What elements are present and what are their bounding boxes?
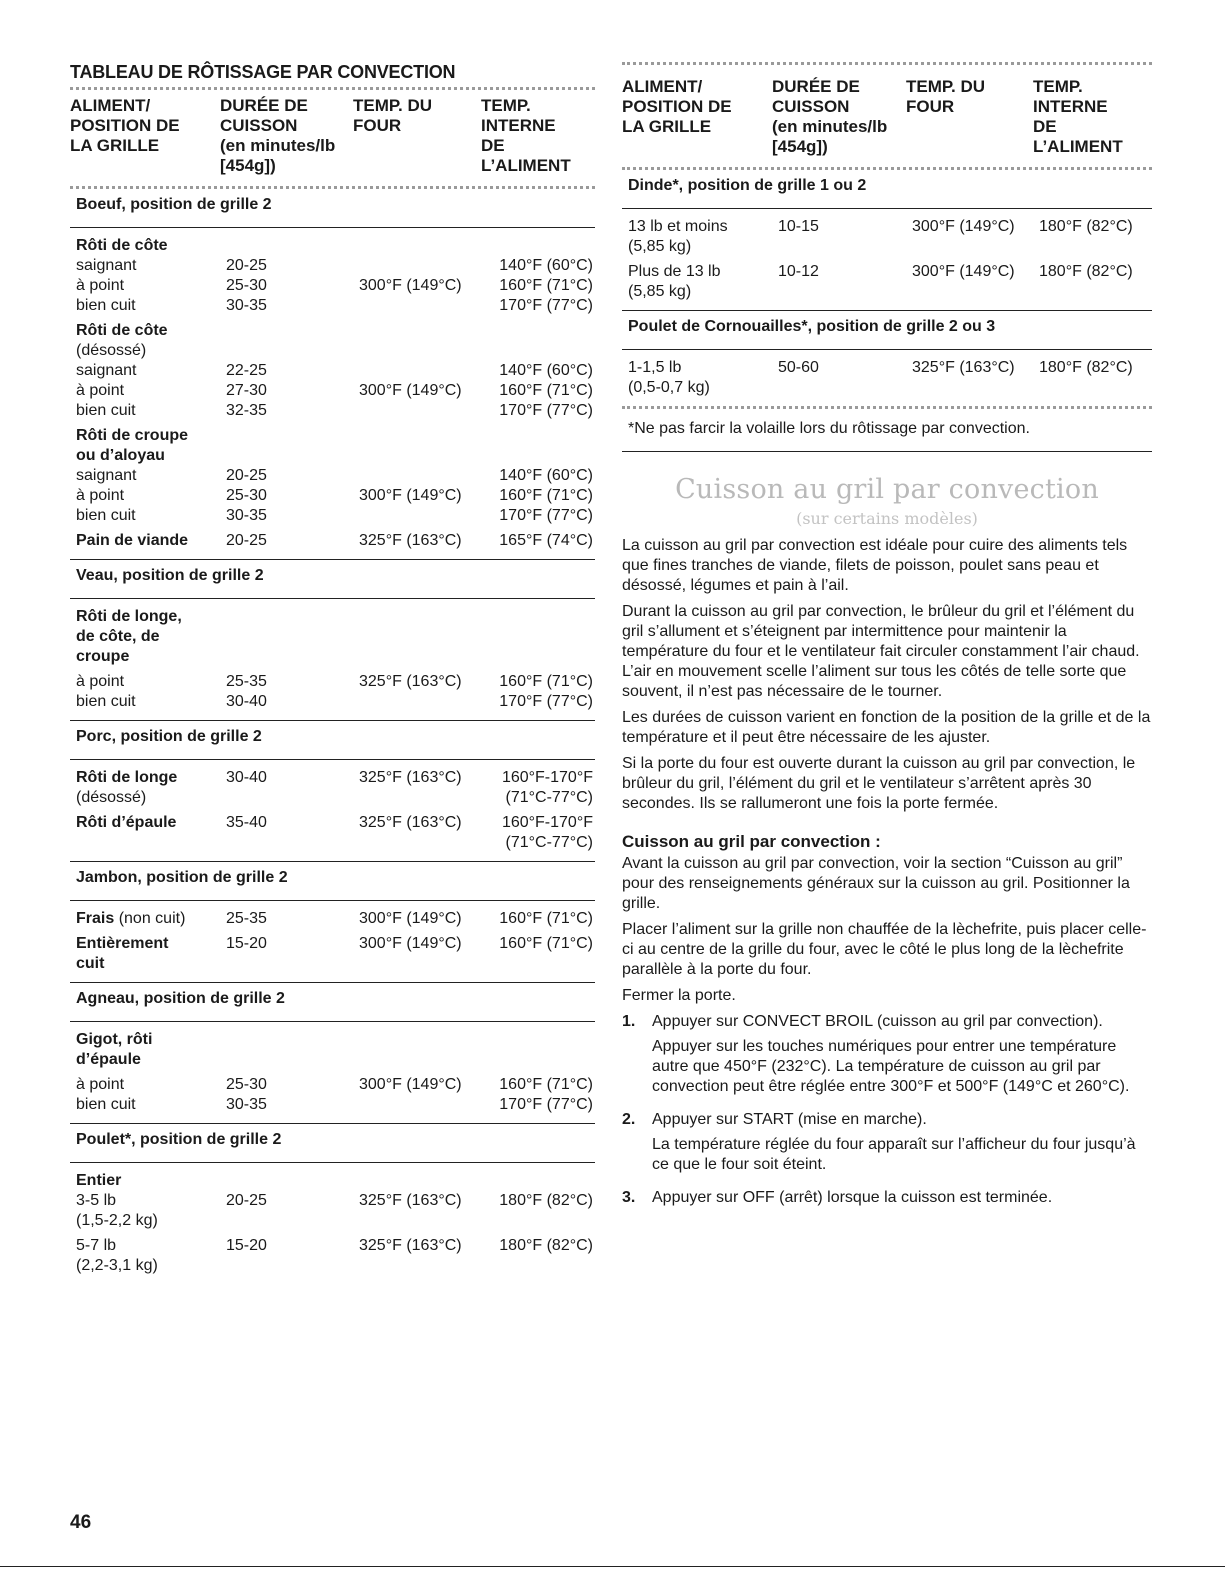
cell-food bbox=[76, 909, 226, 929]
cell-time: 30-35 bbox=[226, 297, 267, 314]
cell-food: Plus de 13 lb (5,85 kg) bbox=[628, 263, 721, 300]
table-row bbox=[76, 1075, 593, 1095]
table-row bbox=[628, 217, 1146, 257]
cell-time: 20-25 bbox=[226, 467, 267, 484]
section-heading: Agneau, position de grille 2 bbox=[70, 983, 595, 1022]
header-time: DURÉE DE CUISSON (en minutes/lb [454g]) bbox=[220, 96, 336, 175]
step-number: 2. bbox=[622, 1111, 636, 1128]
cell-oven-temp: 300°F (149°C) bbox=[359, 277, 462, 294]
paragraph: Durant la cuisson au gril par convection, le brûleur du gril et l’élément du gril s’allument et s’éteignent par intermittence pour maintenir la température du four et le ventilateur fait circuler constamment l’air chaud. L’air en mouvement scelle l’aliment sur tous les côtés de telle sorte que souvent, il n’est pas nécessaire de le tourner. bbox=[622, 603, 1140, 700]
cell-internal-temp bbox=[487, 607, 601, 667]
right-column bbox=[622, 62, 1152, 1221]
cell-internal-temp: 160°F (71°C) bbox=[499, 910, 593, 927]
cell-time: 15-20 bbox=[226, 1237, 267, 1254]
cell-time: 25-30 bbox=[226, 487, 267, 504]
cell-food: bien cuit bbox=[76, 507, 136, 524]
header-time: DURÉE DE CUISSON (en minutes/lb [454g]) bbox=[772, 77, 888, 156]
cell-food: saignant bbox=[76, 467, 137, 484]
cell-food: Entier bbox=[76, 1172, 122, 1189]
cell-oven-temp bbox=[359, 692, 487, 712]
section-body bbox=[70, 901, 595, 983]
cell-oven-temp bbox=[359, 506, 487, 526]
cell-internal-temp bbox=[487, 321, 601, 341]
table-row bbox=[76, 426, 589, 466]
step-text bbox=[652, 1110, 1152, 1180]
cell-time: 25-30 bbox=[226, 277, 267, 294]
cell-internal-temp bbox=[487, 1030, 601, 1070]
cell-oven-temp bbox=[359, 788, 487, 808]
cell-food: Rôti de côte bbox=[76, 322, 168, 339]
section-heading: Dinde*, position de grille 1 ou 2 bbox=[622, 170, 1152, 209]
section-heading: Boeuf, position de grille 2 bbox=[70, 189, 595, 228]
section-body bbox=[70, 760, 595, 862]
cell-food: (désossé) bbox=[76, 342, 147, 359]
table-row bbox=[76, 401, 593, 421]
cell-oven-temp bbox=[359, 341, 487, 361]
cell-oven-temp bbox=[359, 1095, 487, 1115]
paragraph: Les durées de cuisson varient en fonction de la position de la grille et de la température et il peut être nécessaire de les ajuster. bbox=[622, 709, 1151, 746]
cell-internal-temp: 170°F (77°C) bbox=[499, 507, 593, 524]
cell-time: 30-35 bbox=[226, 1096, 267, 1113]
table-row bbox=[76, 1030, 589, 1070]
cell-food: à point bbox=[76, 673, 125, 690]
table-row bbox=[76, 236, 589, 256]
cell-time bbox=[226, 426, 359, 466]
left-column bbox=[70, 62, 595, 1284]
cell-food: à point bbox=[76, 1076, 125, 1093]
cell-oven-temp bbox=[359, 296, 487, 316]
cell-internal-temp: 180°F (82°C) bbox=[1039, 218, 1133, 235]
cell-internal-temp: 160°F-170°F bbox=[501, 769, 593, 786]
cell-internal-temp: (71°C-77°C) bbox=[505, 789, 593, 806]
table-row bbox=[76, 788, 593, 808]
cell-food: Rôti de longe, de côte, de croupe bbox=[76, 608, 182, 665]
cell-internal-temp: 170°F (77°C) bbox=[499, 297, 593, 314]
cell-internal-temp: 160°F (71°C) bbox=[499, 277, 593, 294]
header-oven-temp: TEMP. DU FOUR bbox=[906, 77, 986, 116]
left-table-body bbox=[70, 189, 595, 1284]
cell-food: Gigot, rôti d’épaule bbox=[76, 1031, 153, 1068]
cell-time: 30-35 bbox=[226, 507, 267, 524]
cell-oven-temp: 325°F (163°C) bbox=[912, 359, 1015, 376]
cell-food: saignant bbox=[76, 257, 137, 274]
cell-oven-temp: 300°F (149°C) bbox=[912, 263, 1015, 280]
cell-internal-temp: 140°F (60°C) bbox=[499, 257, 593, 274]
header-internal-temp: TEMP. INTERNE DE L’ALIMENT bbox=[481, 96, 571, 175]
cell-food: à point bbox=[76, 382, 125, 399]
cell-oven-temp: 325°F (163°C) bbox=[359, 1237, 462, 1254]
cell-food: bien cuit bbox=[76, 1096, 136, 1113]
footnote: *Ne pas farcir la volaille lors du rôtissage par convection. bbox=[622, 409, 1152, 452]
step-line: La température réglée du four apparaît sur l’afficheur du four jusqu’à ce que le four soit éteint. bbox=[652, 1136, 1136, 1173]
table-row bbox=[76, 607, 589, 667]
cell-oven-temp bbox=[359, 361, 487, 381]
cell-internal-temp: 180°F (82°C) bbox=[499, 1237, 593, 1254]
cell-internal-temp: 170°F (77°C) bbox=[499, 1096, 593, 1113]
cell-time: 25-30 bbox=[226, 1076, 267, 1093]
cell-internal-temp: 160°F (71°C) bbox=[499, 673, 593, 690]
cell-time: 20-25 bbox=[226, 257, 267, 274]
cell-internal-temp: 170°F (77°C) bbox=[499, 693, 593, 710]
cell-oven-temp: 325°F (163°C) bbox=[359, 1192, 462, 1209]
paragraph: La cuisson au gril par convection est idéale pour cuire des aliments tels que fines tranches de viande, filets de poisson, poulet sans peau et désossé, légumes et pain à l’ail. bbox=[622, 537, 1128, 594]
cell-internal-temp bbox=[487, 236, 601, 256]
step-line: Appuyer sur CONVECT BROIL (cuisson au gril par convection). bbox=[652, 1013, 1103, 1030]
cell-food: (désossé) bbox=[76, 789, 147, 806]
cell-food: bien cuit bbox=[76, 693, 136, 710]
table-row bbox=[76, 321, 589, 341]
table-header bbox=[70, 90, 595, 186]
cell-time: 25-35 bbox=[226, 673, 267, 690]
step-line: Appuyer sur les touches numériques pour entrer une température autre que 450°F (232°C). La température de cuisson au gril par convection peut être réglée entre 300°F et 500°F (149°C et 260°C). bbox=[652, 1038, 1130, 1095]
cell-food-suffix: (non cuit) bbox=[114, 910, 186, 927]
cell-food: bien cuit bbox=[76, 402, 136, 419]
table-row bbox=[76, 341, 589, 361]
cell-oven-temp: 325°F (163°C) bbox=[359, 532, 462, 549]
section-body bbox=[70, 599, 595, 721]
table-row bbox=[76, 531, 593, 551]
section-body bbox=[70, 1163, 595, 1284]
cell-food: Pain de viande bbox=[76, 532, 189, 549]
section-heading: Porc, position de grille 2 bbox=[70, 721, 595, 760]
table-row bbox=[76, 909, 593, 929]
cell-internal-temp bbox=[487, 426, 601, 466]
table-row bbox=[76, 506, 593, 526]
cell-internal-temp: 160°F (71°C) bbox=[499, 487, 593, 504]
table-row bbox=[76, 672, 593, 692]
cell-oven-temp: 300°F (149°C) bbox=[359, 935, 462, 952]
cell-time: 22-25 bbox=[226, 362, 267, 379]
paragraph: Si la porte du four est ouverte durant la cuisson au gril par convection, le brûleur du gril, l’élément du gril et le ventilateur s’arrêtent après 30 secondes. Ils se rallumeront une fois la porte fermée. bbox=[622, 755, 1136, 812]
table-row bbox=[628, 358, 1146, 398]
cell-time bbox=[226, 1171, 359, 1191]
step-text bbox=[652, 1012, 1152, 1102]
cell-time: 50-60 bbox=[778, 359, 819, 376]
cell-oven-temp: 300°F (149°C) bbox=[359, 487, 462, 504]
cell-time: 25-35 bbox=[226, 910, 267, 927]
cell-oven-temp bbox=[359, 1030, 487, 1070]
section-body bbox=[70, 1022, 595, 1124]
cell-oven-temp bbox=[359, 236, 487, 256]
header-food: ALIMENT/ POSITION DE LA GRILLE bbox=[622, 77, 732, 136]
table-row bbox=[76, 296, 593, 316]
cell-internal-temp bbox=[487, 1171, 601, 1191]
cell-time: 35-40 bbox=[226, 814, 267, 831]
cell-internal-temp: 165°F (74°C) bbox=[499, 532, 593, 549]
step-text bbox=[652, 1188, 1152, 1213]
cell-internal-temp: 140°F (60°C) bbox=[499, 362, 593, 379]
cell-time bbox=[226, 1030, 359, 1070]
cell-time: 10-15 bbox=[778, 218, 819, 235]
cell-oven-temp: 325°F (163°C) bbox=[359, 814, 462, 831]
cell-oven-temp bbox=[359, 1171, 487, 1191]
cell-time: 27-30 bbox=[226, 382, 267, 399]
cell-food: 1-1,5 lb (0,5-0,7 kg) bbox=[628, 359, 710, 396]
cell-food: 5-7 lb (2,2-3,1 kg) bbox=[76, 1237, 158, 1274]
cell-time: 10-12 bbox=[778, 263, 819, 280]
cell-internal-temp bbox=[487, 341, 601, 361]
cell-internal-temp: 160°F-170°F (71°C-77°C) bbox=[501, 814, 593, 851]
cell-time: 30-40 bbox=[226, 769, 267, 786]
cell-food: Rôti de côte bbox=[76, 237, 168, 254]
bottom-rule bbox=[0, 1566, 1225, 1567]
section-subtitle: (sur certains modèles) bbox=[796, 509, 978, 528]
table-row bbox=[76, 692, 593, 712]
cell-internal-temp: 180°F (82°C) bbox=[499, 1192, 593, 1209]
section-title: Cuisson au gril par convection bbox=[675, 474, 1099, 505]
cell-oven-temp: 300°F (149°C) bbox=[359, 1076, 462, 1093]
step-list bbox=[622, 1012, 1152, 1213]
table-row bbox=[76, 256, 593, 276]
cell-food: bien cuit bbox=[76, 297, 136, 314]
cell-food: saignant bbox=[76, 362, 137, 379]
paragraph: Fermer la porte. bbox=[622, 987, 736, 1004]
cell-oven-temp: 325°F (163°C) bbox=[359, 769, 462, 786]
cell-oven-temp bbox=[359, 607, 487, 667]
step-item bbox=[622, 1188, 1152, 1213]
section-heading: Poulet de Cornouailles*, position de grille 2 ou 3 bbox=[622, 311, 1152, 350]
cell-food: à point bbox=[76, 487, 125, 504]
cell-time: 20-25 bbox=[226, 1192, 267, 1209]
section-heading: Poulet*, position de grille 2 bbox=[70, 1124, 595, 1163]
cell-oven-temp bbox=[359, 466, 487, 486]
cell-food: Rôti de croupe ou d’aloyau bbox=[76, 427, 189, 464]
table-row bbox=[76, 813, 593, 853]
cell-food-bold: Frais bbox=[76, 910, 115, 927]
page-number: 46 bbox=[70, 1512, 92, 1533]
table-row bbox=[76, 934, 593, 974]
table-row bbox=[76, 381, 593, 401]
cell-time bbox=[226, 341, 359, 361]
table-row bbox=[76, 1171, 589, 1191]
cell-time bbox=[226, 788, 359, 808]
step-number: 3. bbox=[622, 1189, 636, 1206]
cell-oven-temp: 325°F (163°C) bbox=[359, 673, 462, 690]
section-body bbox=[70, 228, 595, 560]
cell-time: 32-35 bbox=[226, 402, 267, 419]
table-row bbox=[76, 1191, 593, 1231]
instructions-heading: Cuisson au gril par convection : bbox=[622, 832, 881, 851]
cell-internal-temp: 160°F (71°C) bbox=[499, 382, 593, 399]
cell-internal-temp: 160°F (71°C) bbox=[499, 935, 593, 952]
table-row bbox=[76, 1095, 593, 1115]
cell-time bbox=[226, 321, 359, 341]
header-internal-temp: TEMP. INTERNE DE L’ALIMENT bbox=[1033, 77, 1123, 156]
step-item bbox=[622, 1012, 1152, 1102]
cell-internal-temp: 180°F (82°C) bbox=[1039, 263, 1133, 280]
cell-food: à point bbox=[76, 277, 125, 294]
table-row bbox=[76, 768, 593, 788]
section-heading: Jambon, position de grille 2 bbox=[70, 862, 595, 901]
step-line: Appuyer sur START (mise en marche). bbox=[652, 1111, 927, 1128]
table-row bbox=[76, 1236, 593, 1276]
cell-time: 20-25 bbox=[226, 532, 267, 549]
header-oven-temp: TEMP. DU FOUR bbox=[353, 96, 433, 135]
cell-food: Entièrement cuit bbox=[76, 935, 169, 972]
table-row bbox=[76, 361, 593, 381]
step-line: Appuyer sur OFF (arrêt) lorsque la cuisson est terminée. bbox=[652, 1189, 1053, 1206]
section-body bbox=[622, 350, 1152, 406]
cell-oven-temp: 300°F (149°C) bbox=[359, 382, 462, 399]
paragraph: Avant la cuisson au gril par convection, voir la section “Cuisson au gril” pour des renseignements généraux sur la cuisson au gril. Positionner la grille. bbox=[622, 855, 1130, 912]
section-heading: Veau, position de grille 2 bbox=[70, 560, 595, 599]
cell-internal-temp: 160°F (71°C) bbox=[499, 1076, 593, 1093]
table-header bbox=[622, 65, 1152, 167]
table-row bbox=[76, 466, 593, 486]
table-row bbox=[76, 486, 593, 506]
step-number: 1. bbox=[622, 1013, 636, 1030]
right-table-body bbox=[622, 170, 1152, 406]
paragraph: Placer l’aliment sur la grille non chauffée de la lèchefrite, puis placer celle-ci au centre de la grille du four, avec le côté le plus long de la lèchefrite parallèle à la porte du four. bbox=[622, 921, 1147, 978]
cell-food: Rôti d’épaule bbox=[76, 814, 177, 831]
cell-food: 3-5 lb (1,5-2,2 kg) bbox=[76, 1192, 158, 1229]
cell-internal-temp: 180°F (82°C) bbox=[1039, 359, 1133, 376]
cell-oven-temp bbox=[359, 256, 487, 276]
header-food: ALIMENT/ POSITION DE LA GRILLE bbox=[70, 96, 180, 155]
cell-food: 13 lb et moins (5,85 kg) bbox=[628, 218, 728, 255]
table-title: TABLEAU DE RÔTISSAGE PAR CONVECTION bbox=[70, 62, 456, 82]
table-row bbox=[628, 262, 1146, 302]
cell-oven-temp bbox=[359, 426, 487, 466]
cell-time: 15-20 bbox=[226, 935, 267, 952]
cell-time bbox=[226, 607, 359, 667]
cell-oven-temp bbox=[359, 401, 487, 421]
cell-oven-temp bbox=[359, 321, 487, 341]
section-body bbox=[622, 209, 1152, 311]
table-row bbox=[76, 276, 593, 296]
cell-oven-temp: 300°F (149°C) bbox=[912, 218, 1015, 235]
cell-internal-temp: 170°F (77°C) bbox=[499, 402, 593, 419]
cell-food: Rôti de longe bbox=[76, 769, 178, 786]
cell-time: 30-40 bbox=[226, 693, 267, 710]
cell-oven-temp: 300°F (149°C) bbox=[359, 910, 462, 927]
cell-time bbox=[226, 236, 359, 256]
step-item bbox=[622, 1110, 1152, 1180]
cell-internal-temp: 140°F (60°C) bbox=[499, 467, 593, 484]
